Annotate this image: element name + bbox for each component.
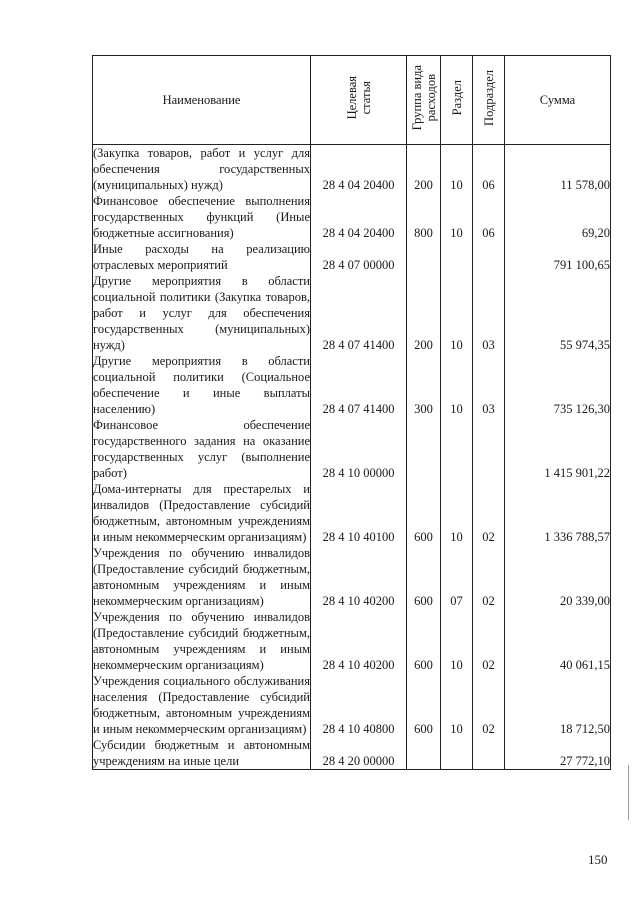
header-sum: Сумма: [505, 56, 611, 145]
row-section: [441, 417, 473, 481]
row-section: [441, 737, 473, 770]
row-name: Учреждения по обучению инвалидов (Предоставление субсидий бюджетным, автономным учреждениям и иным некоммерческим организациям): [93, 546, 310, 608]
table-header-row: [93, 56, 611, 145]
row-target-article: 28 4 04 20400: [311, 145, 407, 194]
budget-table: [92, 55, 611, 770]
table-row: [93, 737, 611, 770]
table-row: [93, 145, 611, 194]
row-subsection: 06: [473, 193, 505, 241]
table-row: [93, 609, 611, 673]
row-expense-group: 600: [407, 609, 441, 673]
row-sum: 27 772,10: [505, 737, 611, 770]
row-section: [441, 241, 473, 273]
table-row: [93, 353, 611, 417]
row-sum: 1 415 901,22: [505, 417, 611, 481]
table-row: [93, 545, 611, 609]
row-target-article: 28 4 10 40200: [311, 545, 407, 609]
row-expense-group: 600: [407, 481, 441, 545]
row-subsection: [473, 737, 505, 770]
row-expense-group: 600: [407, 673, 441, 737]
row-expense-group: 300: [407, 353, 441, 417]
row-subsection: 02: [473, 673, 505, 737]
row-name: Субсидии бюджетным и автономным учреждениям на иные цели: [93, 738, 310, 768]
row-name: Финансовое обеспечение государственного задания на оказание государственных услуг (выполнение работ): [93, 418, 310, 480]
scan-edge-mark: [628, 765, 629, 820]
row-section: 10: [441, 193, 473, 241]
row-target-article: 28 4 10 40100: [311, 481, 407, 545]
row-sum: 40 061,15: [505, 609, 611, 673]
header-section: Раздел: [441, 56, 473, 145]
row-target-article: 28 4 10 00000: [311, 417, 407, 481]
table-row: [93, 241, 611, 273]
table-row: [93, 673, 611, 737]
row-expense-group: 200: [407, 145, 441, 194]
row-target-article: 28 4 20 00000: [311, 737, 407, 770]
header-target-article: Целевая статья: [311, 56, 407, 145]
row-section: 10: [441, 673, 473, 737]
row-target-article: 28 4 10 40200: [311, 609, 407, 673]
row-expense-group: [407, 241, 441, 273]
row-subsection: 02: [473, 481, 505, 545]
table-row: [93, 273, 611, 353]
header-subsection: Подраздел: [473, 56, 505, 145]
row-name: Учреждения по обучению инвалидов (Предоставление субсидий бюджетным, автономным учреждениям и иным некоммерческим организациям): [93, 610, 310, 672]
row-sum: 20 339,00: [505, 545, 611, 609]
row-name: Другие мероприятия в области социальной политики (Закупка товаров, работ и услуг для обеспечения государственных (муниципальных) нужд): [93, 274, 310, 352]
row-subsection: 03: [473, 353, 505, 417]
row-sum: 18 712,50: [505, 673, 611, 737]
row-subsection: 02: [473, 609, 505, 673]
row-expense-group: 800: [407, 193, 441, 241]
row-subsection: [473, 241, 505, 273]
row-name: (Закупка товаров, работ и услуг для обеспечения государственных (муниципальных) нужд): [93, 146, 310, 192]
header-name: Наименование: [93, 56, 311, 145]
header-expense-group: Группа вида расходов: [407, 56, 441, 145]
row-section: 10: [441, 353, 473, 417]
row-section: 10: [441, 609, 473, 673]
row-name: Финансовое обеспечение выполнения государственных функций (Иные бюджетные ассигнования): [93, 194, 310, 240]
row-sum: 1 336 788,57: [505, 481, 611, 545]
row-name: Учреждения социального обслуживания населения (Предоставление субсидий бюджетным, автономным учреждениям и иным некоммерческим организациям): [93, 674, 310, 736]
row-subsection: 02: [473, 545, 505, 609]
table-row: [93, 481, 611, 545]
row-subsection: 03: [473, 273, 505, 353]
row-subsection: 06: [473, 145, 505, 194]
table-row: [93, 417, 611, 481]
row-sum: 11 578,00: [505, 145, 611, 194]
row-expense-group: 600: [407, 545, 441, 609]
row-target-article: 28 4 07 00000: [311, 241, 407, 273]
table-row: [93, 193, 611, 241]
row-section: 10: [441, 481, 473, 545]
row-name: Дома-интернаты для престарелых и инвалидов (Предоставление субсидий бюджетным, автономным учреждениям и иным некоммерческим организациям): [93, 482, 310, 544]
row-target-article: 28 4 04 20400: [311, 193, 407, 241]
row-expense-group: 200: [407, 273, 441, 353]
row-section: 10: [441, 273, 473, 353]
row-subsection: [473, 417, 505, 481]
page-number: 150: [588, 852, 608, 867]
row-section: 07: [441, 545, 473, 609]
row-target-article: 28 4 10 40800: [311, 673, 407, 737]
row-name: Другие мероприятия в области социальной политики (Социальное обеспечение и иные выплаты населению): [93, 354, 310, 416]
row-sum: 791 100,65: [505, 241, 611, 273]
row-expense-group: [407, 737, 441, 770]
row-target-article: 28 4 07 41400: [311, 273, 407, 353]
row-expense-group: [407, 417, 441, 481]
row-sum: 55 974,35: [505, 273, 611, 353]
row-sum: 735 126,30: [505, 353, 611, 417]
row-target-article: 28 4 07 41400: [311, 353, 407, 417]
row-name: Иные расходы на реализацию отраслевых мероприятий: [93, 242, 310, 272]
row-sum: 69,20: [505, 193, 611, 241]
row-section: 10: [441, 145, 473, 194]
